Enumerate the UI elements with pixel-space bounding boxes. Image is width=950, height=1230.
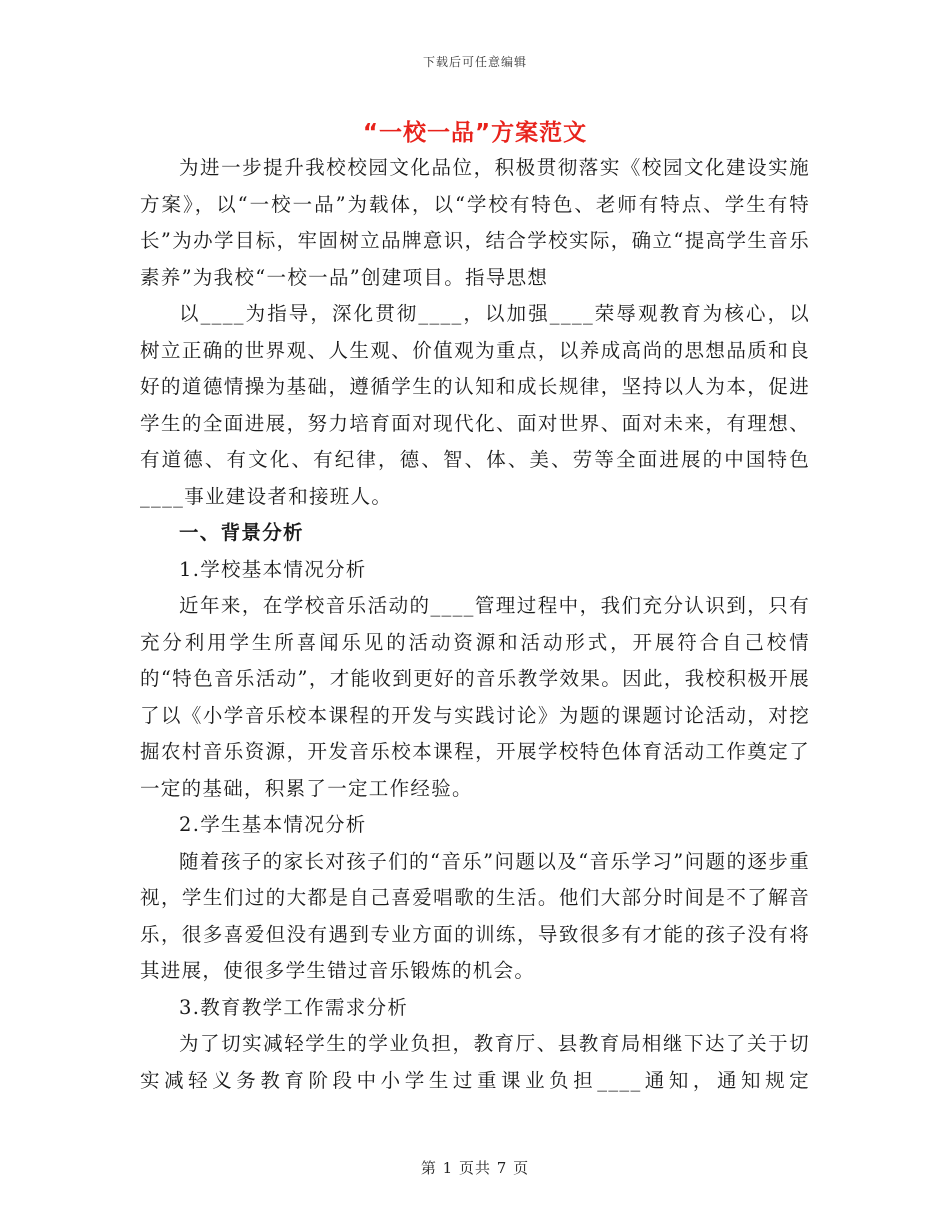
paragraph-teaching-needs: 为了切实减轻学生的学业负担，教育厅、县教育局相继下达了关于切实减轻义务教育阶段中小学生过重课业负担____通知，通知规定: [140, 1032, 810, 1092]
document-title: “一校一品”方案范文: [362, 120, 588, 146]
subheading-student-situation: 2.学生基本情况分析: [179, 813, 367, 836]
document-body: [140, 150, 810, 1099]
paragraph-guiding-thought: 以____为指导，深化贯彻____，以加强____荣辱观教育为核心，以树立正确的世界观、人生观、价值观为重点，以养成高尚的思想品质和良好的道德情操为基础，遵循学生的认知和成长规律，坚持以人为本，促进学生的全面进展，努力培育面对现代化、面对世界、面对未来，有理想、有道德、有文化、有纪律，德、智、体、美、劳等全面进展的中国特色____事业建设者和接班人。: [140, 302, 810, 508]
section-heading-background: 一、背景分析: [179, 521, 304, 544]
paragraph-intro: 为进一步提升我校校园文化品位，积极贯彻落实《校园文化建设实施方案》，以“一校一品”为载体，以“学校有特色、老师有特点、学生有特长”为办学目标，牢固树立品牌意识，结合学校实际，确立“提高学生音乐素养”为我校“一校一品”创建项目。指导思想: [140, 156, 810, 289]
page-footer: 第 1 页共 7 页: [420, 1159, 530, 1177]
paragraph-student-situation: 随着孩子的家长对孩子们的“音乐”问题以及“音乐学习”问题的逐步重视，学生们过的大都是自己喜爱唱歌的生活。他们大部分时间是不了解音乐，很多喜爱但没有遇到专业方面的训练，导致很多有才能的孩子没有将其进展，使很多学生错过音乐锻炼的机会。: [140, 849, 810, 982]
header-note: 下载后可任意编辑: [422, 55, 527, 69]
subheading-school-situation: 1.学校基本情况分析: [179, 557, 367, 581]
subheading-teaching-needs: 3.教育教学工作需求分析: [179, 995, 409, 1019]
paragraph-school-situation: 近年来，在学校音乐活动的____管理过程中，我们充分认识到，只有充分利用学生所喜闻乐见的活动资源和活动形式，开展符合自己校情的“特色音乐活动”，才能收到更好的音乐教学效果。因此，我校积极开展了以《小学音乐校本课程的开发与实践讨论》为题的课题讨论活动，对挖掘农村音乐资源，开发音乐校本课程，开展学校特色体育活动工作奠定了一定的基础，积累了一定工作经验。: [140, 594, 810, 800]
